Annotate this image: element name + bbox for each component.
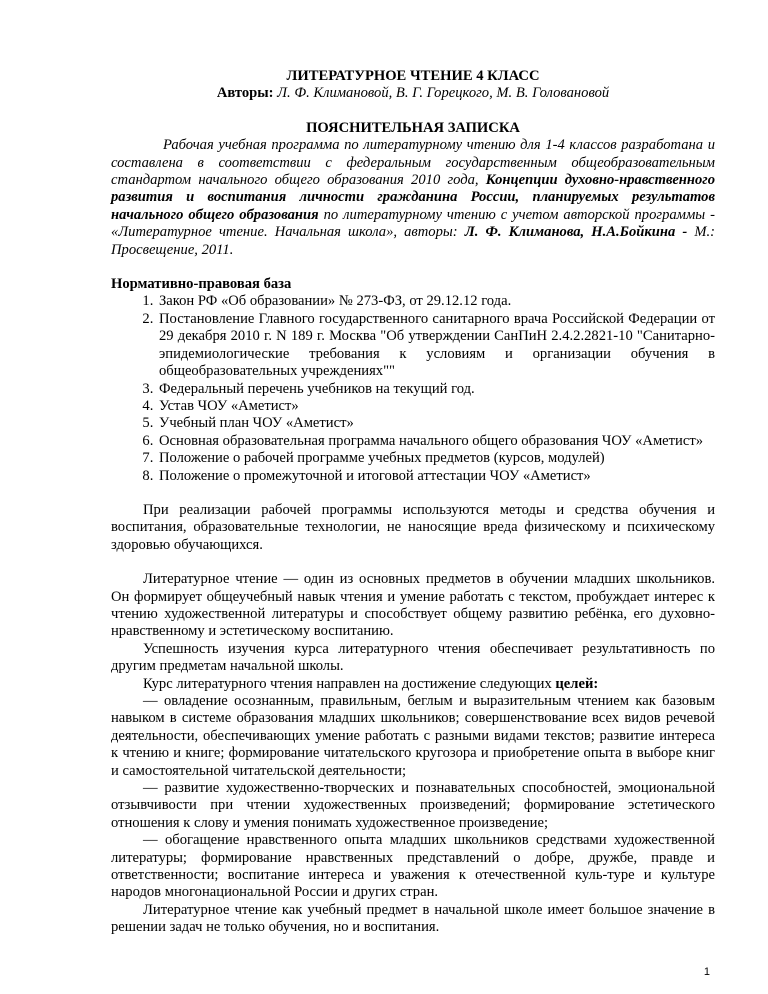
- goal-item: — овладение осознанным, правильным, беглым и выразительным чтением как базовым навыком в системе образования младших школьников; совершенствование всех видов речевой деятельности, обеспечивающих умение работать с разными видами текстов; развитие интереса к чтению и книге; формирование читательского кругозора и приобретение опыта в выборе книг и самостоятельной читательской деятельности;: [111, 693, 715, 779]
- legal-base-heading: Нормативно-правовая база: [111, 276, 292, 293]
- list-item: 8. Положение о промежуточной и итоговой аттестации ЧОУ «Аметист»: [157, 468, 715, 485]
- list-item: 4. Устав ЧОУ «Аметист»: [157, 398, 715, 415]
- intro-text-1: Рабочая учебная программа по литературному чтению для 1-4 классов разработана и составлена в соответствии с федеральным государственным общеобразовательным стандартом начального общего образования 2010 года,: [111, 137, 715, 189]
- list-item: 5. Учебный план ЧОУ «Аметист»: [157, 415, 715, 432]
- body-paragraph-conclusion: Литературное чтение как учебный предмет в начальной школе имеет большое значение в решении задач не только обучения, но и воспитания.: [111, 901, 715, 936]
- list-item: 7. Положение о рабочей программе учебных предметов (курсов, модулей): [157, 450, 715, 467]
- authors-names: Л. Ф. Климановой, В. Г. Горецкого, М. В. Головановой: [277, 85, 610, 102]
- list-item: 6. Основная образовательная программа начального общего образования ЧОУ «Аметист»: [157, 433, 715, 450]
- legal-base-list: [111, 293, 715, 484]
- authors-label: Авторы:: [216, 85, 274, 102]
- intro-bold-1: Концепции духовно-нравственного развития и воспитания личности гражданина России, планируемых результатов начального общего образования: [111, 172, 715, 223]
- goals-text: Курс литературного чтения направлен на достижение следующих: [143, 675, 556, 692]
- list-item: 1. Закон РФ «Об образовании» № 273-ФЗ, от 29.12.12 года.: [157, 293, 715, 310]
- list-item: 2. Постановление Главного государственного санитарного врача Российской Федерации от 29 декабря 2010 г. N 189 г. Москва "Об утверждении СанПиН 2.4.2.2821-10 "Санитарно-эпидемиологические требования к условиям и организации обучения в общеобразовательных учреждениях"": [157, 311, 715, 381]
- body-paragraph-success: Успешность изучения курса литературного чтения обеспечивает результативность по другим предметам начальной школы.: [111, 640, 715, 675]
- authors-line: [111, 85, 715, 102]
- list-item: 3. Федеральный перечень учебников на текущий год.: [157, 381, 715, 398]
- goal-item: — развитие художественно-творческих и познавательных способностей, эмоциональной отзывчивости при чтении художественных произведений; формирование эстетического отношения к слову и умения понимать художественное произведение;: [111, 780, 715, 831]
- body-paragraph-goals: [111, 676, 715, 693]
- document-title: ЛИТЕРАТУРНОЕ ЧТЕНИЕ 4 КЛАСС: [286, 68, 540, 84]
- intro-text-2: по литературному чтению с учетом авторской программы - «Литературное чтение. Начальная школа», авторы:: [111, 206, 715, 241]
- intro-bold-2: Л. Ф. Климанова, Н.А.Бойкина -: [464, 224, 695, 241]
- explanatory-note-heading: ПОЯСНИТЕЛЬНАЯ ЗАПИСКА: [306, 119, 520, 136]
- goal-item: — обогащение нравственного опыта младших школьников средствами художественной литературы; формирование нравственных представлений о добре, дружбе, правде и ответственности; воспитание интереса и уважения к отечественной куль-туре и культуре народов многонациональной России и других стран.: [111, 832, 715, 901]
- document-content: [111, 68, 715, 937]
- intro-text-3: М.: Просвещение, 2011.: [111, 224, 716, 258]
- goals-bold: целей:: [555, 675, 599, 692]
- body-paragraph-methods: При реализации рабочей программы используются методы и средства обучения и воспитания, образовательные технологии, не наносящие вреда физическому и психическому здоровью обучающихся.: [111, 501, 715, 553]
- page-number: 1: [703, 966, 710, 978]
- explanatory-note-intro: [111, 137, 715, 259]
- body-paragraph-subject: Литературное чтение — один из основных предметов в обучении младших школьников. Он формирует общеучебный навык чтения и умение работать с текстом, пробуждает интерес к чтению художественной литературы и способствует общему развитию ребёнка, его духовно-нравственному и эстетическому воспитанию.: [111, 571, 715, 640]
